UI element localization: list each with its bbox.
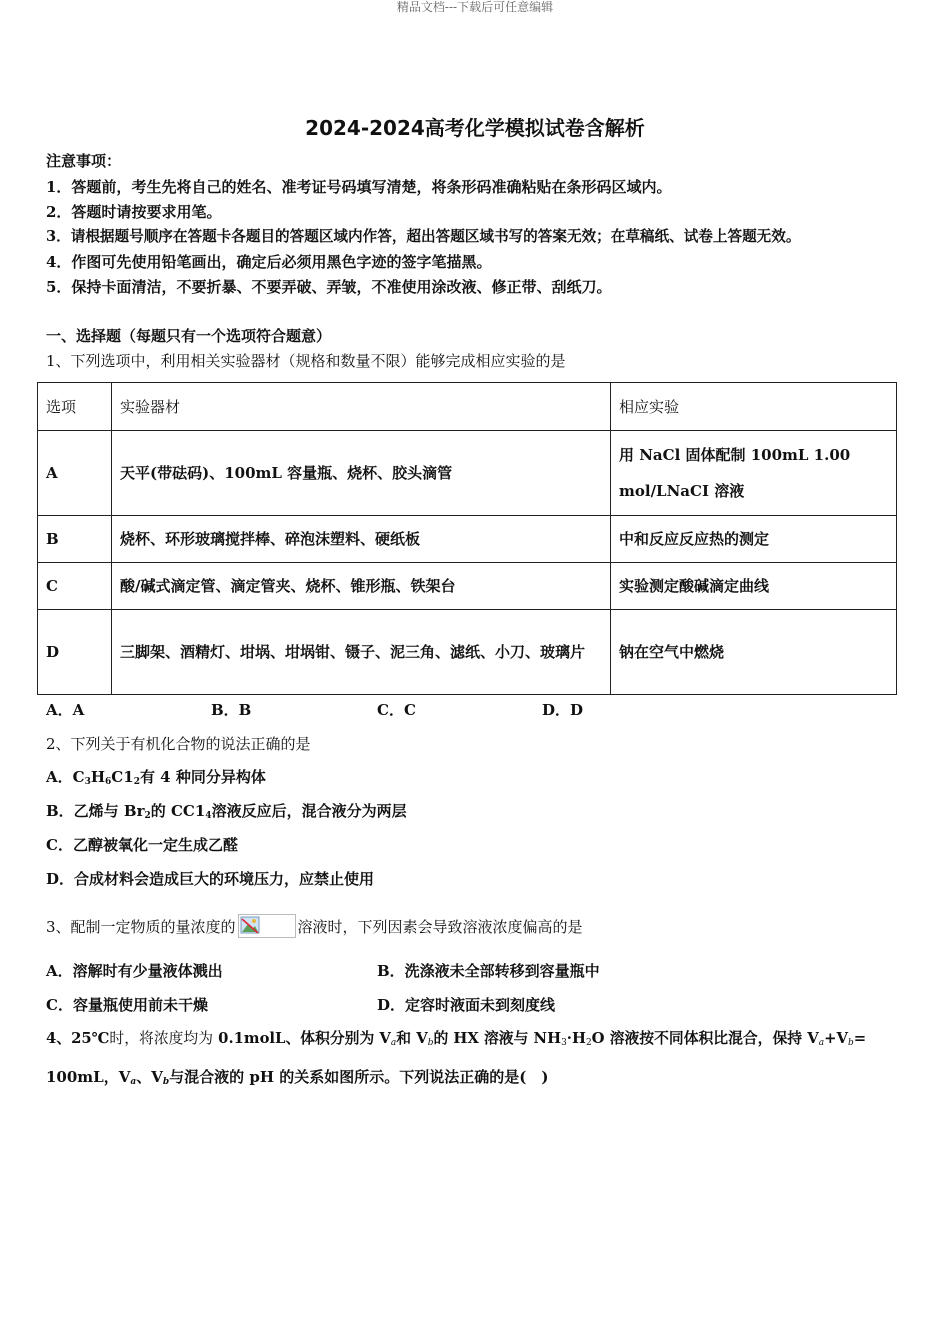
subscript: a (390, 1038, 397, 1048)
table-row (38, 516, 897, 563)
table-cell: A (38, 431, 112, 516)
question-3-stem (46, 914, 583, 938)
question-4-stem-line-2 (46, 1067, 548, 1092)
table-cell: B (38, 516, 112, 563)
text: B．乙烯与 Br (46, 802, 145, 820)
subscript: b (847, 1038, 854, 1048)
option-d: D．D (542, 701, 584, 719)
text: O 溶液按不同体积比混合，保持 V (591, 1030, 819, 1047)
notice-heading: 注意事项： (46, 152, 122, 170)
subscript: 2 (133, 777, 140, 787)
table-header-cell: 选项 (38, 383, 112, 431)
subscript: 6 (105, 777, 112, 787)
text: +V (824, 1030, 848, 1047)
text: A．C (46, 768, 85, 786)
text: = (853, 1030, 867, 1047)
table-cell: C (38, 563, 112, 610)
subscript: a (818, 1038, 825, 1048)
experiment-table (37, 382, 897, 695)
text: 时，将浓度均为 (109, 1030, 214, 1047)
subscript: 2 (585, 1038, 592, 1048)
text: 、V (136, 1068, 163, 1086)
notice-item: 3．请根据题号顺序在答题卡各题目的答题区域内作答，超出答题区域书写的答案无效；在草稿纸、试卷上答题无效。 (46, 228, 801, 245)
table-cell: 烧杯、环形玻璃搅拌棒、碎泡沫塑料、硬纸板 (112, 516, 611, 563)
question-2-option-d: D．合成材料会造成巨大的环境压力，应禁止使用 (46, 870, 375, 888)
option-a: A．A (46, 701, 85, 719)
subscript: b (162, 1077, 170, 1087)
question-3-option-b: B．洗涤液未全部转移到容量瓶中 (377, 962, 600, 980)
table-cell: 钠在空气中燃烧 (611, 610, 897, 695)
subscript: 4 (205, 811, 212, 821)
text: 3、配制一定物质的量浓度的 (46, 918, 236, 936)
text: ·H (566, 1030, 586, 1047)
section-heading: 一、选择题（每题只有一个选项符合题意） (46, 327, 332, 345)
page-title: 2024-2024高考化学模拟试卷含解析 (305, 116, 645, 140)
subscript: b (427, 1038, 434, 1048)
notice-item: 2．答题时请按要求用笔。 (46, 203, 222, 221)
table-row (38, 431, 897, 516)
option-c: C．C (377, 701, 416, 719)
text: C1 (111, 768, 134, 786)
text: 的 CC1 (150, 802, 206, 820)
text: 溶液反应后，混合液分为两层 (211, 802, 407, 820)
table-cell: 酸/碱式滴定管、滴定管夹、烧杯、锥形瓶、铁架台 (112, 563, 611, 610)
question-2-option-a (46, 767, 266, 792)
notice-item: 4．作图可先使用铅笔画出，确定后必须用黑色字迹的签字笔描黑。 (46, 253, 492, 271)
question-2-option-b (46, 801, 407, 826)
text: 4、25℃ (46, 1030, 110, 1047)
table-cell: 用 NaCl 固体配制 100mL 1.00 mol/LNaCI 溶液 (611, 431, 897, 516)
table-header-row (38, 383, 897, 431)
question-4-stem-line-1 (46, 1029, 866, 1053)
table-cell: 天平(带砝码)、100mL 容量瓶、烧杯、胶头滴管 (112, 431, 611, 516)
page-header: 精品文档---下载后可任意编辑 (396, 0, 554, 14)
text: 与混合液的 pH 的关系如图所示。下列说法正确的是( ) (169, 1068, 549, 1086)
subscript: 3 (561, 1038, 567, 1048)
notice-item: 5．保持卡面清洁，不要折暴、不要弄破、弄皱，不准使用涂改液、修正带、刮纸刀。 (46, 278, 612, 296)
text: 的 HX 溶液与 NH (433, 1030, 562, 1047)
question-2-option-c: C．乙醇被氧化一定生成乙醛 (46, 836, 238, 854)
question-2-stem: 2、下列关于有机化合物的说法正确的是 (46, 735, 311, 753)
table-cell: D (38, 610, 112, 695)
text: 溶液时，下列因素会导致溶液浓度偏高的是 (297, 918, 583, 936)
text: 100mL，V (46, 1068, 131, 1086)
question-1-stem: 1、下列选项中，利用相关实验器材（规格和数量不限）能够完成相应实验的是 (46, 352, 566, 370)
subscript: a (130, 1077, 137, 1087)
text: 和 V (396, 1030, 428, 1047)
table-cell: 三脚架、酒精灯、坩埚、坩埚钳、镊子、泥三角、滤纸、小刀、玻璃片 (112, 610, 611, 695)
table-cell: 实验测定酸碱滴定曲线 (611, 563, 897, 610)
option-b: B．B (211, 701, 252, 719)
table-row (38, 610, 897, 695)
text: H (90, 768, 106, 786)
question-3-option-c: C．容量瓶使用前未干燥 (46, 996, 208, 1014)
text: 有 4 种同分异构体 (139, 768, 266, 786)
broken-image-icon (238, 914, 296, 938)
text: 0.1molL、体积分别为 V (213, 1030, 391, 1047)
notice-item: 1．答题前，考生先将自己的姓名、准考证号码填写清楚，将条形码准确粘贴在条形码区域内。 (46, 178, 672, 196)
table-header-cell: 实验器材 (112, 383, 611, 431)
question-3-option-d: D．定容时液面未到刻度线 (377, 996, 556, 1014)
subscript: 3 (84, 777, 91, 787)
table-header-cell: 相应实验 (611, 383, 897, 431)
question-3-option-a: A．溶解时有少量液体溅出 (46, 962, 223, 980)
table-row (38, 563, 897, 610)
table-cell: 中和反应反应热的测定 (611, 516, 897, 563)
subscript: 2 (144, 811, 151, 821)
